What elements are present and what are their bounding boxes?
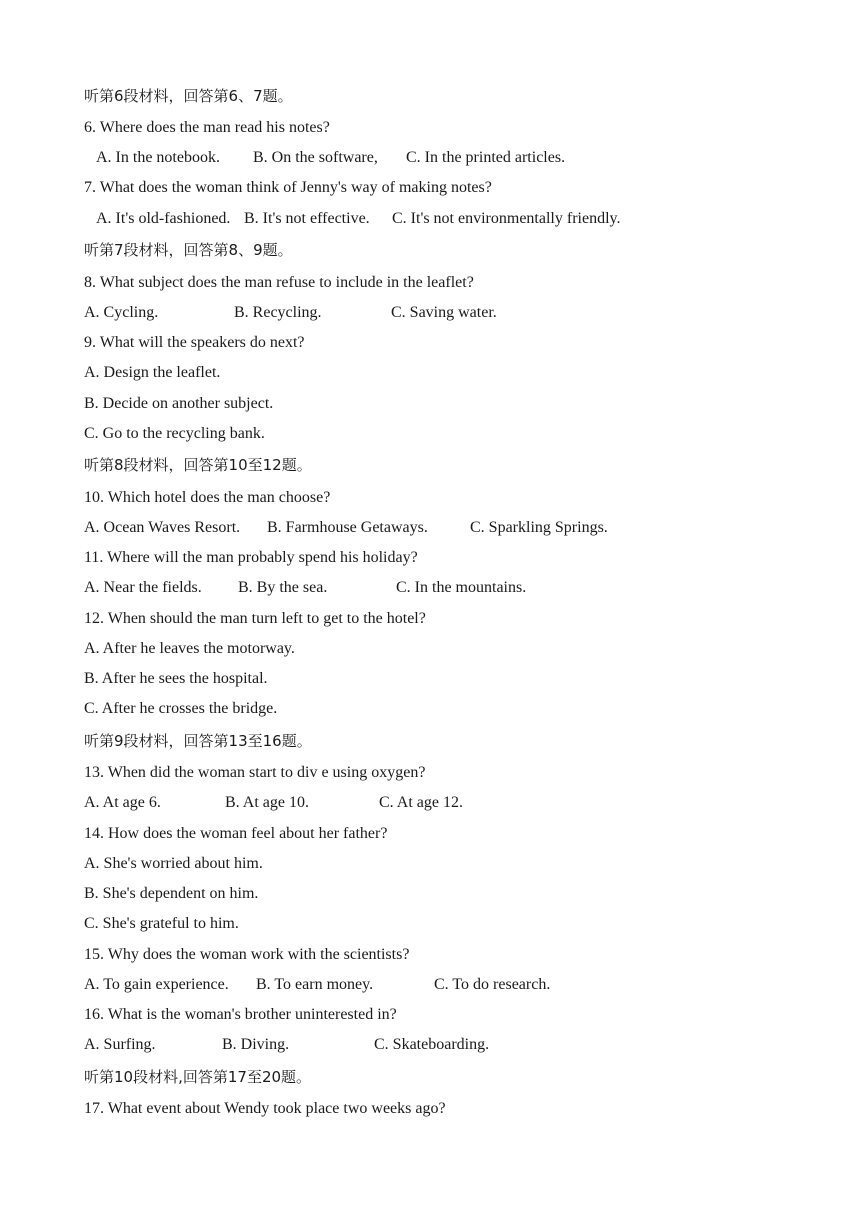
options-q7	[96, 209, 620, 229]
option-15b: B. To earn money.	[256, 976, 374, 993]
option-11c: C. In the mountains.	[396, 579, 527, 596]
question-7: 7. What does the woman think of Jenny's way of making notes?	[84, 179, 492, 196]
option-11b: B. By the sea.	[238, 579, 328, 596]
question-14: 14. How does the woman feel about her father?	[84, 825, 388, 842]
options-q11	[84, 578, 526, 598]
option-10c: C. Sparkling Springs.	[470, 519, 608, 536]
question-11: 11. Where will the man probably spend his holiday?	[84, 549, 418, 566]
question-10: 10. Which hotel does the man choose?	[84, 489, 331, 506]
question-16: 16. What is the woman's brother uninterested in?	[84, 1006, 397, 1023]
question-13: 13. When did the woman start to div e using oxygen?	[84, 764, 426, 781]
option-15c: C. To do research.	[434, 976, 551, 993]
option-16c: C. Skateboarding.	[374, 1036, 490, 1053]
option-10a: A. Ocean Waves Resort.	[84, 519, 241, 536]
section-heading-9: 听第9段材料，回答第13至16题。	[84, 732, 312, 750]
options-q10	[84, 518, 608, 538]
question-15: 15. Why does the woman work with the scientists?	[84, 946, 410, 963]
option-12c: C. After he crosses the bridge.	[84, 700, 278, 717]
option-9c: C. Go to the recycling bank.	[84, 425, 265, 442]
question-6: 6. Where does the man read his notes?	[84, 119, 330, 136]
option-12a: A. After he leaves the motorway.	[84, 640, 295, 657]
option-13c: C. At age 12.	[379, 794, 463, 811]
option-7c: C. It's not environmentally friendly.	[392, 210, 621, 227]
section-heading-7: 听第7段材料，回答第8、9题。	[84, 241, 293, 259]
option-8b: B. Recycling.	[234, 304, 322, 321]
option-11a: A. Near the fields.	[84, 579, 202, 596]
option-8a: A. Cycling.	[84, 304, 159, 321]
question-12: 12. When should the man turn left to get to the hotel?	[84, 610, 426, 627]
question-9: 9. What will the speakers do next?	[84, 334, 305, 351]
option-6a: A. In the notebook.	[96, 149, 220, 166]
options-q8	[84, 303, 497, 323]
option-13b: B. At age 10.	[225, 794, 309, 811]
option-9b: B. Decide on another subject.	[84, 395, 274, 412]
option-7b: B. It's not effective.	[244, 210, 370, 227]
question-8: 8. What subject does the man refuse to include in the leaflet?	[84, 274, 474, 291]
options-q13	[84, 793, 463, 813]
option-14b: B. She's dependent on him.	[84, 885, 259, 902]
option-6b: B. On the software,	[253, 149, 378, 166]
option-10b: B. Farmhouse Getaways.	[267, 519, 428, 536]
option-16a: A. Surfing.	[84, 1036, 156, 1053]
options-q15	[84, 975, 550, 995]
options-q6	[96, 148, 565, 168]
option-14c: C. She's grateful to him.	[84, 915, 239, 932]
option-16b: B. Diving.	[222, 1036, 290, 1053]
section-heading-8: 听第8段材料，回答第10至12题。	[84, 456, 312, 474]
section-heading-10: 听第10段材料,回答第17至20题。	[84, 1068, 312, 1086]
options-q16	[84, 1035, 489, 1055]
option-12b: B. After he sees the hospital.	[84, 670, 268, 687]
question-17: 17. What event about Wendy took place two weeks ago?	[84, 1100, 446, 1117]
option-13a: A. At age 6.	[84, 794, 161, 811]
option-8c: C. Saving water.	[391, 304, 497, 321]
option-15a: A. To gain experience.	[84, 976, 229, 993]
option-9a: A. Design the leaflet.	[84, 364, 221, 381]
option-7a: A. It's old-fashioned.	[96, 210, 231, 227]
section-heading-6: 听第6段材料，回答第6、7题。	[84, 87, 293, 105]
option-6c: C. In the printed articles.	[406, 149, 566, 166]
option-14a: A. She's worried about him.	[84, 855, 263, 872]
